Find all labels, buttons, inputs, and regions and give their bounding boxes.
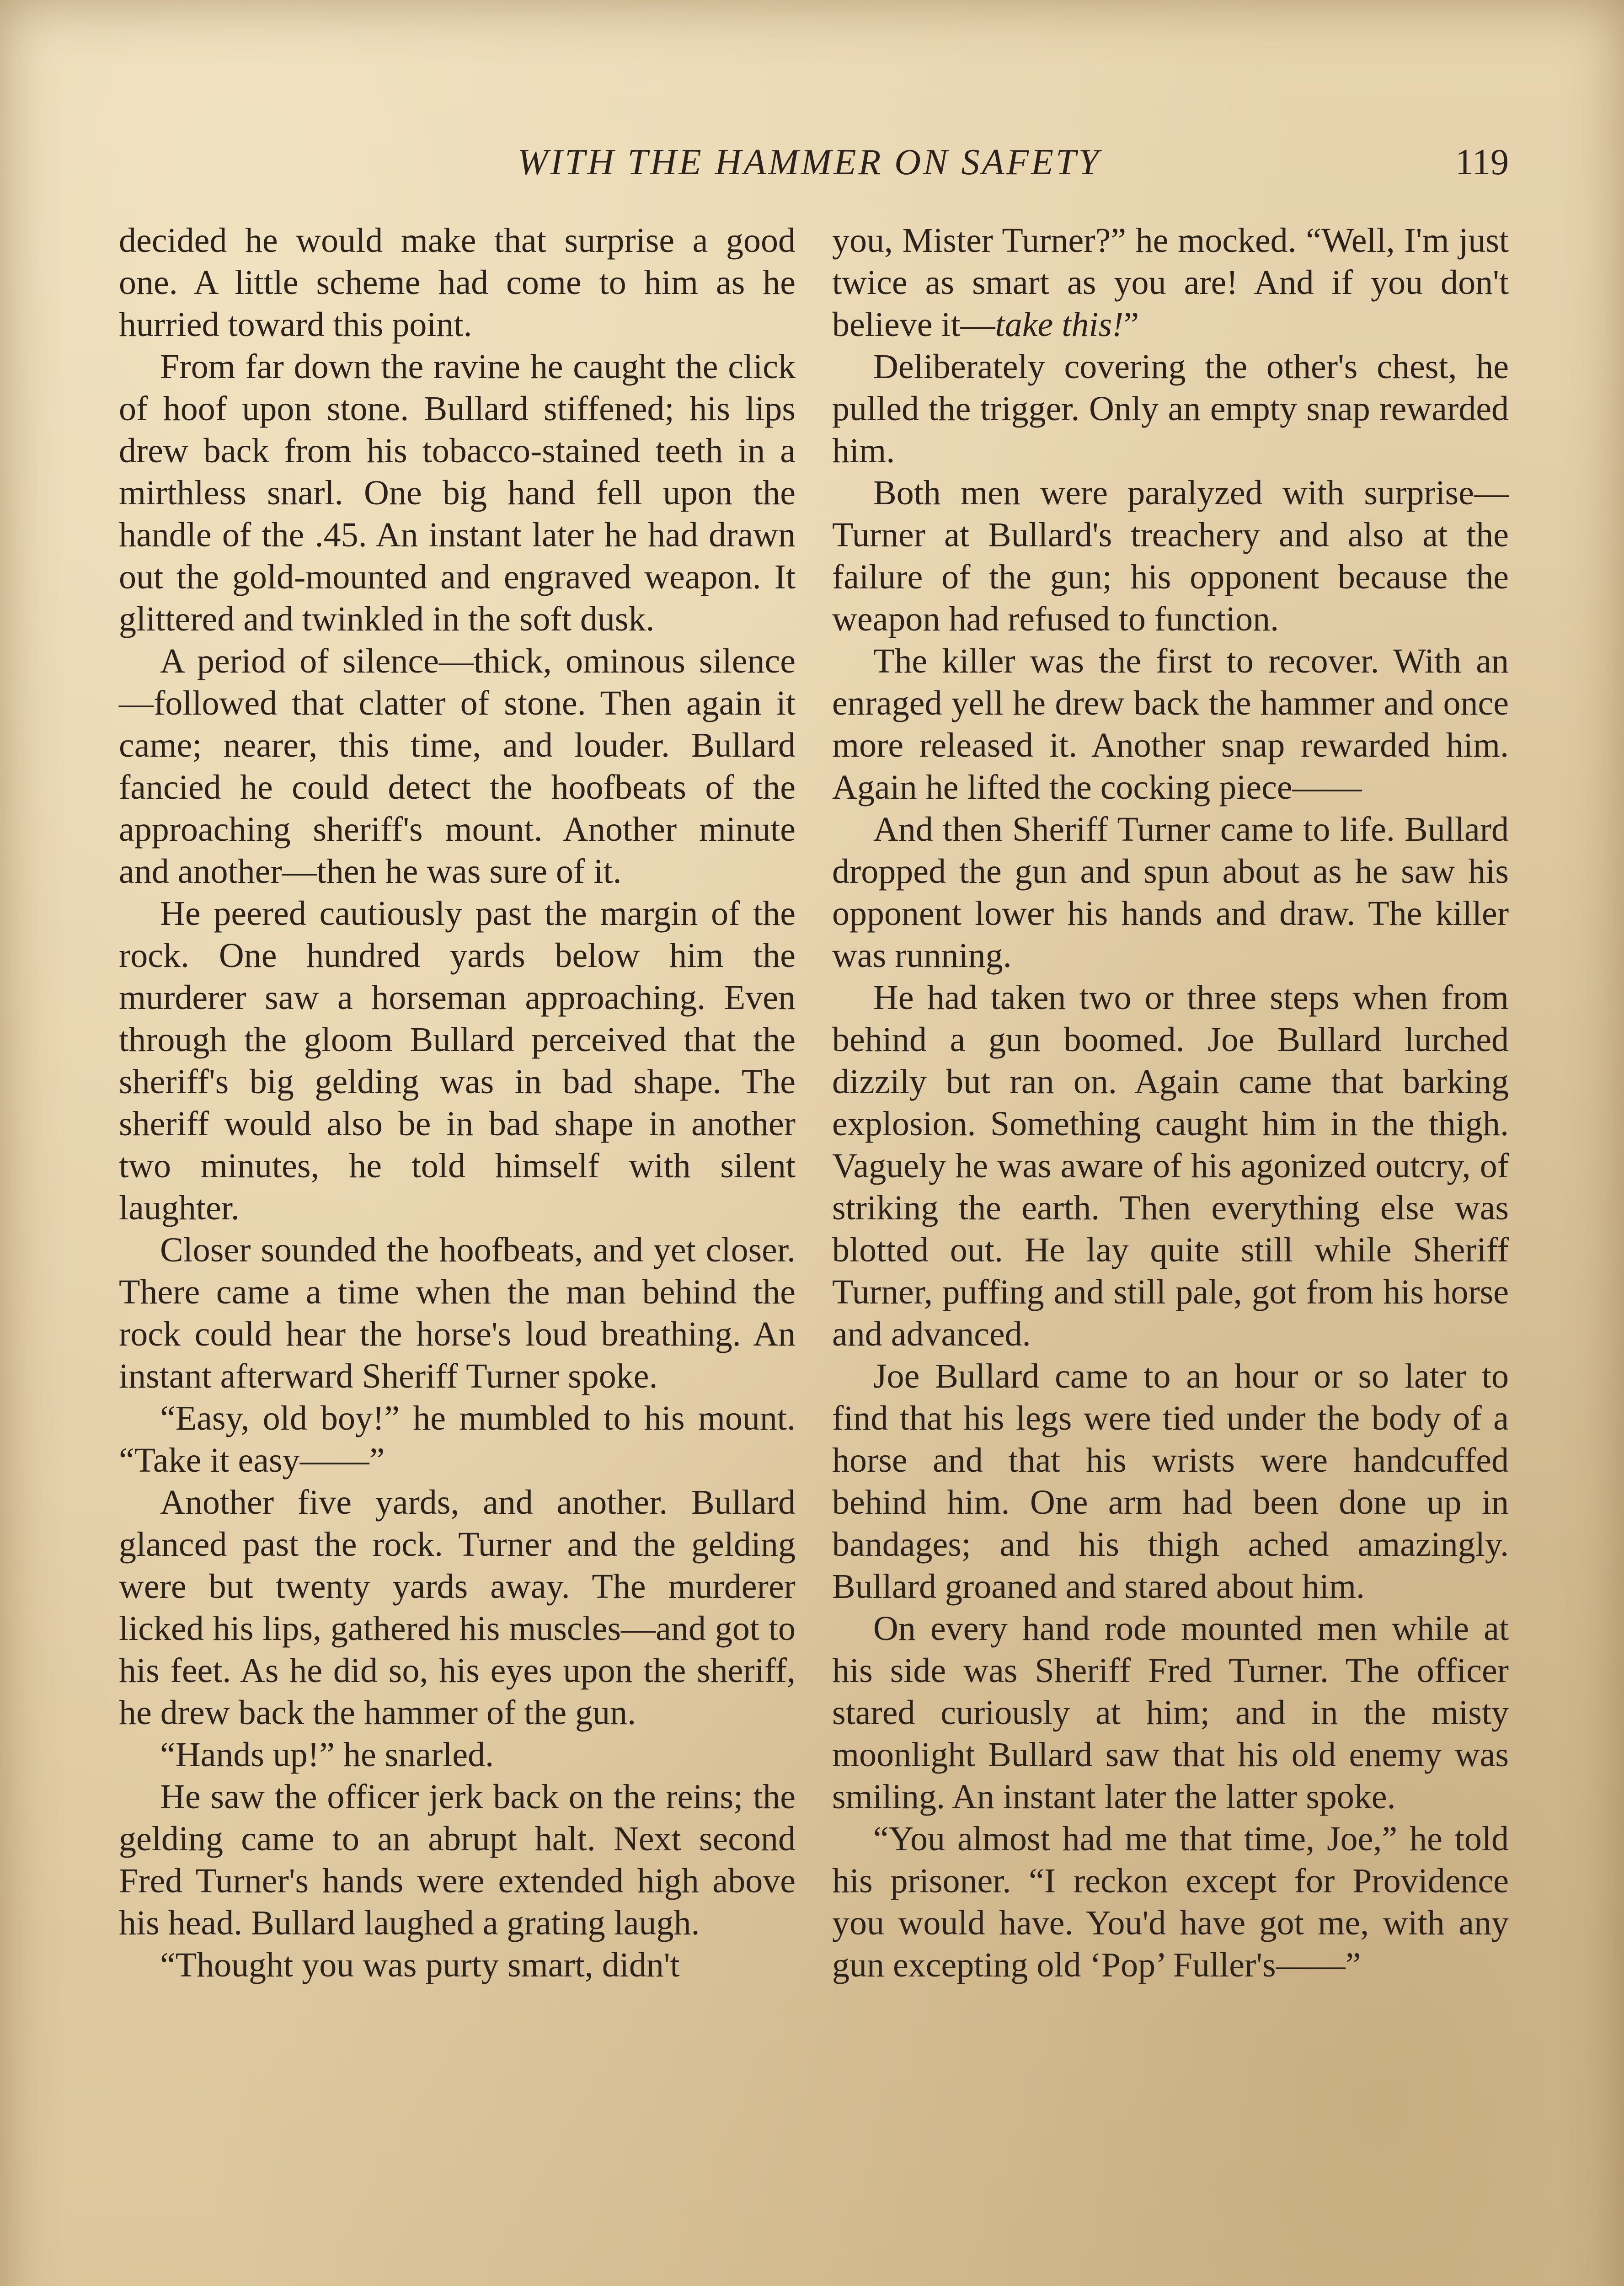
right-column: [832, 219, 1509, 1986]
paragraph: He saw the officer jerk back on the reins; the gelding came to an abrupt halt. Next second Fred Turner's hands were extended high above his head. Bullard laughed a grating laugh.: [119, 1778, 796, 1942]
continued-paragraph: [832, 219, 1509, 346]
page-header: [110, 137, 1509, 187]
paragraph: Joe Bullard came to an hour or so later to find that his legs were tied under the body of a horse and that his wrists were handcuffed behind him. One arm had been done up in bandages; and his thigh ached amazingly. Bullard groaned and stared about him.: [832, 1357, 1509, 1606]
page-number: 119: [1455, 142, 1509, 182]
continued-paragraph-text: you, Mister Turner?” he mocked. “Well, I'm just twice as smart as you are! And if you don't believe it—: [832, 221, 1509, 344]
paragraph: Deliberately covering the other's chest, he pulled the trigger. Only an empty snap rewarded him.: [832, 347, 1509, 470]
paragraph: On every hand rode mounted men while at his side was Sheriff Fred Turner. The officer stared curiously at him; and in the misty moonlight Bullard saw that his old enemy was smiling. An instant later the latter spoke.: [832, 1609, 1509, 1816]
paragraph: From far down the ravine he caught the click of hoof upon stone. Bullard stiffened; his lips drew back from his tobacco-stained teeth in a mirthless snarl. One big hand fell upon the handle of the .45. An instant later he had drawn out the gold-mounted and engraved weapon. It glittered and twinkled in the soft dusk.: [119, 347, 796, 638]
paragraph: “You almost had me that time, Joe,” he told his prisoner. “I reckon except for Providence you would have. You'd have got me, with any gun excepting old ‘Pop’ Fuller's——”: [832, 1820, 1509, 1984]
paragraph: “Hands up!” he snarled.: [160, 1736, 494, 1774]
paragraph: Both men were paralyzed with surprise—Turner at Bullard's treachery and also at the failure of the gun; his opponent because the weapon had refused to function.: [832, 474, 1509, 638]
paragraph: Closer sounded the hoofbeats, and yet closer. There came a time when the man behind the rock could hear the horse's loud breathing. An instant afterward Sheriff Turner spoke.: [119, 1231, 796, 1395]
paragraph: “Easy, old boy!” he mumbled to his mount. “Take it easy——”: [119, 1399, 796, 1479]
paragraph: He had taken two or three steps when from behind a gun boomed. Joe Bullard lurched dizzily but ran on. Again came that barking explosion. Something caught him in the thigh. Vaguely he was aware of his agonized outcry, of striking the earth. Then everything else was blotted out. He lay quite still while Sheriff Turner, puffing and still pale, got from his horse and advanced.: [832, 978, 1509, 1353]
running-title: WITH THE HAMMER ON SAFETY: [517, 142, 1101, 182]
paragraph: And then Sheriff Turner came to life. Bullard dropped the gun and spun about as he saw his opponent lower his hands and draw. The killer was running.: [832, 810, 1509, 975]
left-column: [119, 219, 796, 1986]
paragraph: Another five yards, and another. Bullard glanced past the rock. Turner and the gelding were but twenty yards away. The murderer licked his lips, gathered his muscles—and got to his feet. As he did so, his eyes upon the sheriff, he drew back the hammer of the gun.: [119, 1483, 796, 1732]
paragraph: The killer was the first to recover. With an enraged yell he drew back the hammer and once more released it. Another snap rewarded him. Again he lifted the cocking piece——: [832, 642, 1509, 807]
paragraph: He peered cautiously past the margin of the rock. One hundred yards below him the murderer saw a horseman approaching. Even through the gloom Bullard perceived that the sheriff's big gelding was in bad shape. The sheriff would also be in bad shape in another two minutes, he told himself with silent laughter.: [119, 894, 796, 1227]
paragraph: “Thought you was purty smart, didn't: [160, 1946, 680, 1984]
paragraph: decided he would make that surprise a good one. A little scheme had come to him as he hurried toward this point.: [119, 221, 796, 344]
paragraph: A period of silence—thick, ominous silence—followed that clatter of stone. Then again it came; nearer, this time, and louder. Bullard fancied he could detect the hoofbeats of the approaching sheriff's mount. Another minute and another—then he was sure of it.: [119, 642, 796, 891]
continued-paragraph-close-quote: ”: [1123, 305, 1139, 344]
continued-paragraph-italic: take this!: [995, 305, 1124, 344]
